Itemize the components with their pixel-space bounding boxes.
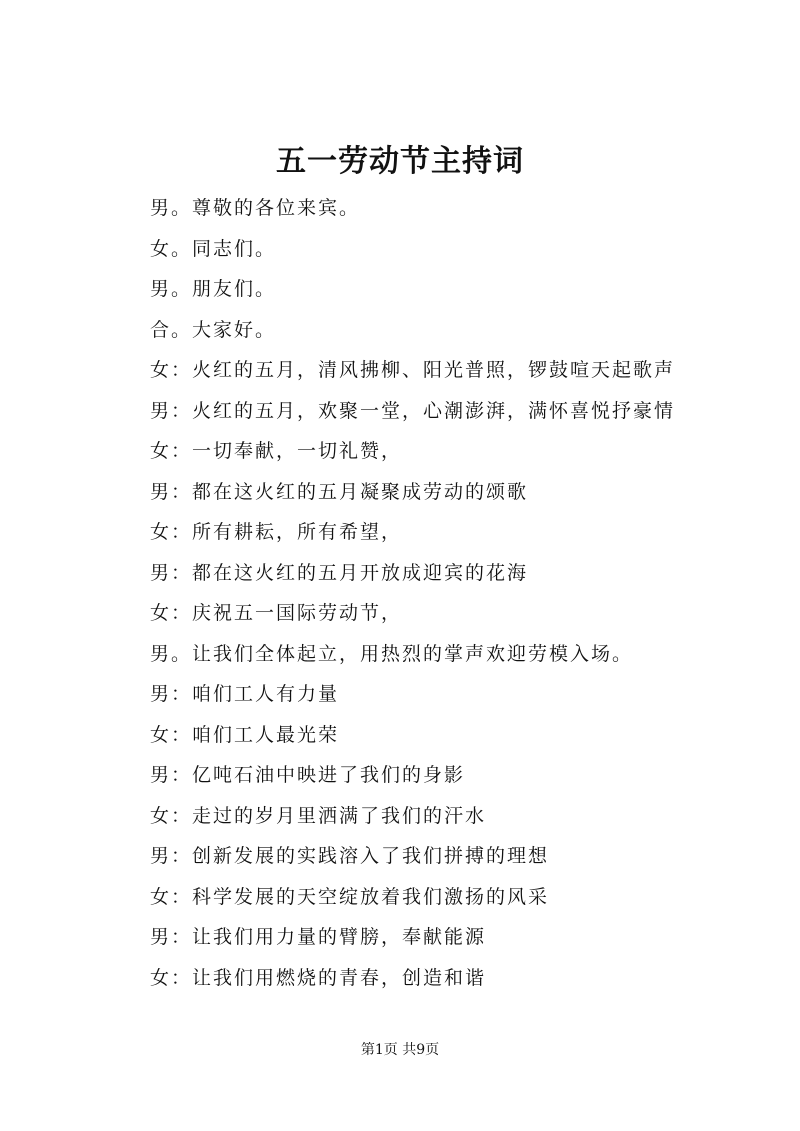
script-line: 女：庆祝五一国际劳动节， bbox=[150, 602, 403, 624]
document-title: 五一劳动节主持词 bbox=[276, 144, 524, 179]
script-line: 女：所有耕耘，所有希望， bbox=[150, 521, 403, 543]
script-line: 女：咱们工人最光荣 bbox=[150, 723, 340, 746]
script-line: 男：创新发展的实践溶入了我们拼搏的理想 bbox=[150, 845, 550, 867]
script-lines bbox=[150, 188, 750, 998]
script-line: 女：让我们用燃烧的青春，创造和谐 bbox=[150, 966, 487, 989]
script-line: 男：火红的五月，欢聚一堂，心潮澎湃，满怀喜悦抒豪情 bbox=[150, 399, 676, 422]
script-line: 男：让我们用力量的臂膀，奉献能源 bbox=[150, 926, 487, 948]
script-line: 男：亿吨石油中映进了我们的身影 bbox=[150, 764, 466, 786]
script-line: 男。尊敬的各位来宾。 bbox=[150, 197, 361, 219]
script-line: 女：科学发展的天空绽放着我们激扬的风采 bbox=[150, 885, 550, 908]
script-line: 男。让我们全体起立，用热烈的掌声欢迎劳模入场。 bbox=[150, 642, 634, 665]
script-line: 男：都在这火红的五月开放成迎宾的花海 bbox=[150, 561, 529, 584]
script-line: 合。大家好。 bbox=[150, 318, 277, 341]
script-line: 女：火红的五月，清风拂柳、阳光普照，锣鼓喧天起歌声 bbox=[150, 359, 676, 381]
page-number-footer: 第1页 共9页 bbox=[360, 1042, 440, 1058]
script-line: 男：咱们工人有力量 bbox=[150, 683, 340, 705]
script-line: 男。朋友们。 bbox=[150, 278, 277, 300]
script-line: 女：走过的岁月里洒满了我们的汗水 bbox=[150, 804, 487, 827]
script-line: 女：一切奉献，一切礼赞， bbox=[150, 440, 403, 462]
script-line: 男：都在这火红的五月凝聚成劳动的颂歌 bbox=[150, 480, 529, 503]
script-line: 女。同志们。 bbox=[150, 237, 277, 260]
